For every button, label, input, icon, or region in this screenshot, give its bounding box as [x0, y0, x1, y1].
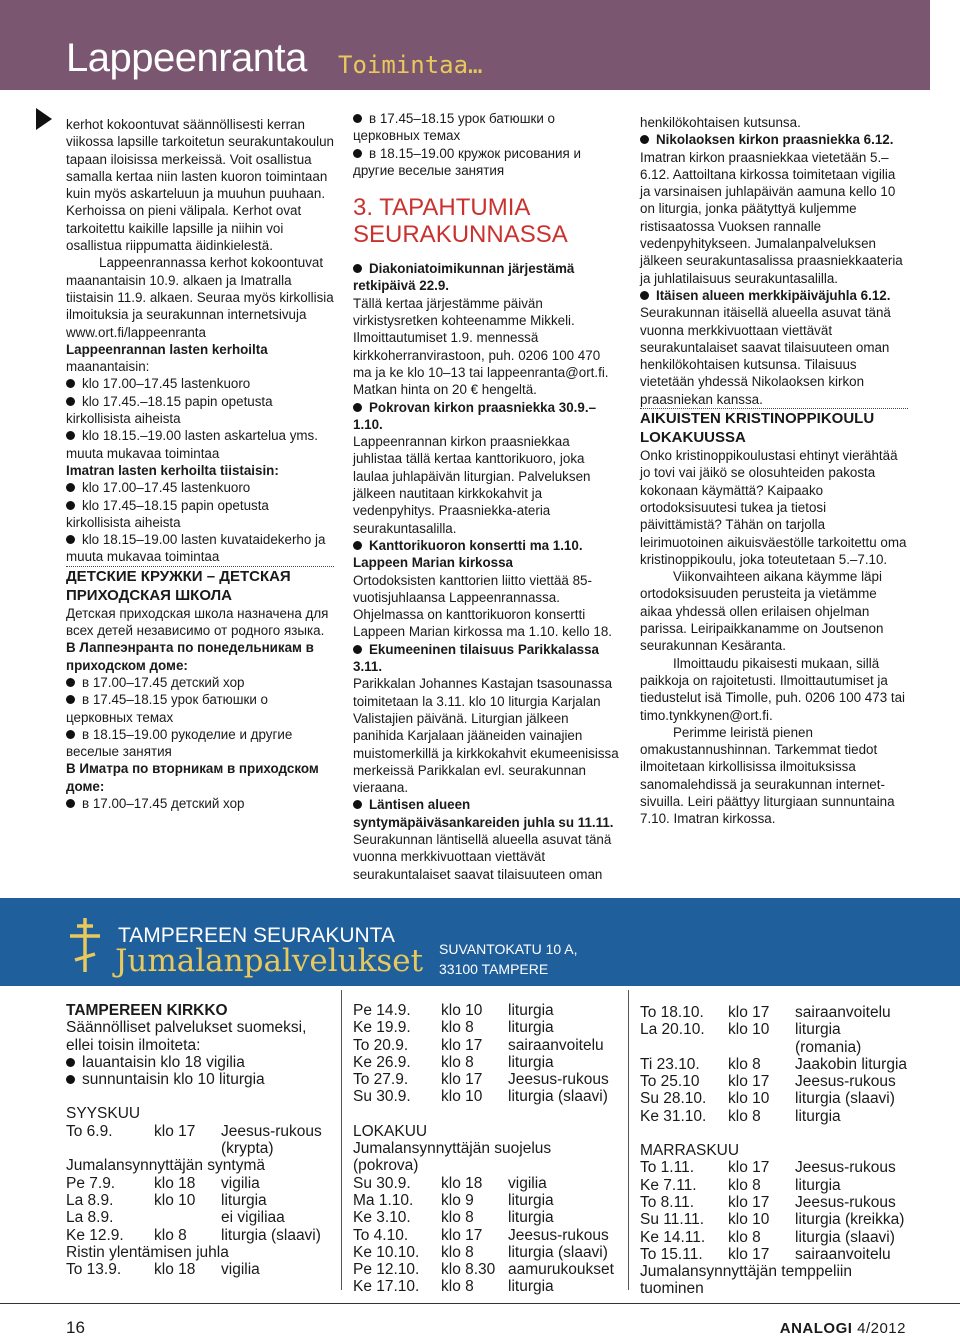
column-2	[353, 110, 621, 883]
schedule-col-2	[353, 1002, 615, 1296]
schedule-date: Pe 12.10.	[353, 1261, 420, 1279]
schedule-date: Pe 7.9.	[66, 1174, 116, 1192]
schedule-date: Ke 12.9.	[66, 1226, 124, 1244]
schedule-date: Su 30.9.	[353, 1088, 411, 1106]
schedule-time: klo 8	[441, 1278, 474, 1296]
schedule-date: Su 28.10.	[640, 1090, 707, 1108]
schedule-row	[353, 1244, 615, 1261]
schedule-row	[353, 1088, 615, 1105]
schedule-service: liturgia	[508, 1053, 554, 1071]
paragraph: Säännölliset palvelukset suomeksi, ellei toisin ilmoiteta:	[66, 1019, 307, 1054]
schedule-date: Pe 14.9.	[353, 1002, 411, 1019]
schedule-time: klo 8	[154, 1226, 187, 1244]
schedule-date: Su 30.9.	[353, 1174, 411, 1192]
schedule-date: Ke 14.11.	[640, 1228, 706, 1246]
schedule-row	[353, 1175, 615, 1192]
schedule-row	[66, 1209, 328, 1226]
arrow-icon	[36, 108, 52, 130]
schedule-service: liturgia (slaavi)	[795, 1090, 895, 1108]
paragraph: Lappeenrannan lasten kerhoilta	[66, 341, 268, 357]
section-heading: AIKUISTEN KRISTINOPPIKOULU LOKAKUUSSA	[640, 410, 875, 447]
schedule-service: Jeesus-rukous	[795, 1073, 896, 1091]
schedule-date: Ke 26.9.	[353, 1053, 411, 1071]
schedule-time: klo 8	[728, 1228, 761, 1246]
schedule-date: Ke 10.10.	[353, 1243, 420, 1261]
schedule-service: Jeesus-rukous (krypta)	[221, 1122, 322, 1158]
schedule-row	[353, 1261, 615, 1278]
paragraph: В Иматра по вторникам в приходском доме:	[66, 761, 319, 794]
bullet-item: Läntisen alueen syntymäpäiväsankareiden juhla su 11.11.	[353, 796, 621, 831]
bullet-item: klo 17.00–17.45 lastenkuoro	[66, 479, 334, 496]
schedule-time: klo 10	[441, 1088, 483, 1106]
schedule-time: klo 8	[728, 1176, 761, 1194]
schedule-date: Ke 17.10.	[353, 1278, 420, 1296]
schedule-time: klo 18	[154, 1174, 196, 1192]
section-heading: 3. TAPAHTUMIA SEURAKUNNASSA	[353, 194, 568, 249]
schedule-service: Jeesus-rukous	[508, 1071, 609, 1089]
schedule-date: Ma 1.10.	[353, 1191, 414, 1209]
bullet-item: klo 17.45.–18.15 papin opetusta kirkollisista aiheista	[66, 393, 334, 428]
paragraph: Parikkalan Johannes Kastajan tsasounassa toimitetaan la 3.11. klo 10 liturgia Karjalan Valistajien päivänä. Liturgian jälkeen panihida Karjalaan jääneiden vainajien muistomerkillä ja kirkkokahvit ekumeenisissa merkeissä Parikkalan evl. seurakunnan vieraana.	[353, 676, 619, 796]
schedule-row	[353, 1192, 615, 1209]
schedule-date: To 25.10	[640, 1073, 700, 1091]
bullet-item: в 17.00–17.45 детский хор	[66, 674, 334, 691]
schedule-service: liturgia	[795, 1176, 841, 1194]
schedule-time: klo 10	[154, 1191, 196, 1209]
paragraph: Lappeenrannan kirkon praasniekkaa juhlistaa tällä kertaa kanttorikuoro, joka laulaa juhlapäivän liturgian. Palveluksen jälkeen nautitaan kirkkokahvit ja vedenpyhitys. Praasniekka-ateria seurakuntasalilla.	[353, 434, 591, 536]
paragraph: Imatran kirkon praasniekkaa vietetään 5.–6.12. Aattoiltana kirkossa toimitetaan vigilia ja varsinaisen juhlapäivän aamuna kello 10 on liturgia, jonka päätyttyä kuljemme ristisaatossa Vuoksen rannalle vedenpyhitykseen. Jumalanpalveluksen jälkeen seurakuntasalissa praasniekkaateria ja juhlatilaisuus seurakuntasalilla.	[640, 149, 903, 286]
schedule-service: Jeesus-rukous	[795, 1193, 896, 1211]
schedule-row	[640, 1194, 910, 1211]
banner-parish: TAMPEREEN SEURAKUNTA	[118, 924, 395, 947]
schedule-time: klo 9	[441, 1191, 474, 1209]
schedule-time: klo 17	[441, 1226, 483, 1244]
spacer	[66, 1088, 328, 1105]
schedule-row	[640, 1004, 910, 1021]
schedule-time: klo 8	[441, 1209, 474, 1227]
paragraph: maanantaisin:	[66, 359, 150, 375]
schedule-time: klo 17	[728, 1193, 770, 1211]
bullet-item: в 17.45–18.15 урок батюшки о церковных темах	[66, 691, 334, 726]
column-1	[66, 116, 334, 812]
schedule-row	[353, 1278, 615, 1295]
schedule-service: liturgia (slaavi)	[795, 1228, 895, 1246]
schedule-date: Su 11.11.	[640, 1211, 705, 1229]
paragraph: Jumalansynnyttäjän syntymä	[66, 1157, 266, 1175]
schedule-time: klo 17	[728, 1073, 770, 1091]
bullet-item: в 17.00–17.45 детский хор	[66, 795, 334, 812]
paragraph: Imatran lasten kerhoilta tiistaisin:	[66, 462, 279, 478]
magazine-brand: ANALOGI 4/2012	[779, 1320, 906, 1337]
section-heading: TAMPEREEN KIRKKO	[66, 1002, 228, 1019]
paragraph: MARRASKUU	[640, 1142, 740, 1160]
schedule-time: klo 8	[728, 1107, 761, 1125]
bullet-item: Nikolaoksen kirkon praasniekka 6.12.	[640, 131, 908, 148]
schedule-row	[66, 1192, 328, 1209]
paragraph: Детская приходская школа назначена для всех детей независимо от родного языка.	[66, 605, 329, 639]
schedule-time: klo 8	[441, 1019, 474, 1037]
schedule-col-3	[640, 1004, 910, 1298]
schedule-time: klo 18	[441, 1174, 483, 1192]
paragraph: Seurakunnan läntisellä alueella asuvat tänä vuonna merkkivuottaan viettävät seurakuntalaiset saavat tilaisuuteen oman	[353, 831, 612, 882]
schedule-row	[640, 1159, 910, 1176]
paragraph: Onko kristinoppikoulustasi ehtinyt vierähtää jo tovi vai jäikö se olosuhteiden pakosta kokonaan käymättä? Kaipaako ortodoksisuutesi tukea ja tietosi päivittämistä? Tähän on tarjolla leirimuotoinen aikuisväestölle tarkoitettu oma kristinoppikoulu, joka toteutetaan 5.–7.10.	[640, 448, 907, 567]
schedule-row	[353, 1227, 615, 1244]
schedule-row	[353, 1037, 615, 1054]
schedule-date: To 18.10.	[640, 1004, 704, 1021]
bullet-item: sunnuntaisin klo 10 liturgia	[66, 1071, 328, 1088]
schedule-row	[66, 1261, 328, 1278]
schedule-date: La 20.10.	[640, 1021, 705, 1039]
schedule-time: klo 17	[728, 1004, 770, 1021]
footer-rule	[0, 1303, 960, 1304]
schedule-service: liturgia (slaavi)	[508, 1243, 608, 1261]
schedule-time	[154, 1209, 221, 1226]
schedule-time: klo 17	[441, 1036, 483, 1054]
schedule-row	[66, 1227, 328, 1244]
bullet-item: klo 18.15.–19.00 lasten askartelua yms. muuta mukavaa toimintaa	[66, 427, 334, 462]
schedule-row	[640, 1021, 910, 1056]
section-heading: ДЕТСКИЕ КРУЖКИ – ДЕТСКАЯ ПРИХОДСКАЯ ШКОЛА	[66, 567, 291, 604]
schedule-service: liturgia	[508, 1209, 554, 1227]
bullet-item: Itäisen alueen merkkipäiväjuhla 6.12.	[640, 287, 908, 304]
schedule-date: Ke 19.9.	[353, 1019, 411, 1037]
bullet-item: Kanttorikuoron konsertti ma 1.10. Lappeen Marian kirkossa	[353, 537, 621, 572]
schedule-service: liturgia	[508, 1002, 554, 1019]
paragraph: Ilmoittaudu pikaisesti mukaan, sillä paikkoja on rajoitetusti. Ilmoittautumiset ja tiedustelut isä Timolle, puh. 0206 100 473 tai timo.tynkkynen@ort.fi.	[640, 655, 906, 723]
schedule-time: klo 18	[154, 1261, 196, 1279]
schedule-service: liturgia (slaavi)	[221, 1226, 321, 1244]
schedule-time: klo 10	[728, 1090, 770, 1108]
schedule-date: Ke 7.11.	[640, 1176, 697, 1194]
schedule-row	[640, 1056, 910, 1073]
schedule-date: Ke 31.10.	[640, 1107, 707, 1125]
schedule-time: klo 17	[728, 1245, 770, 1263]
spacer	[640, 1125, 910, 1142]
schedule-time: klo 8.30	[441, 1261, 496, 1279]
schedule-date: To 1.11.	[640, 1159, 695, 1177]
schedule-date: Ke 3.10.	[353, 1209, 411, 1227]
paragraph: Perimme leiristä pienen omakustannushinnan. Tarkemmat tiedot ilmoitetaan kirkollisissa ilmoituksissa sanomalehdissä ja seurakunnan internet-sivuilla. Leiri päättyy liturgiaan sunnuntaina 7.10. Imatran kirkossa.	[640, 724, 895, 827]
bullet-item: lauantaisin klo 18 vigilia	[66, 1054, 328, 1071]
schedule-row	[640, 1073, 910, 1090]
schedule-time: klo 17	[728, 1159, 770, 1177]
paragraph: Jumalansynnyttäjän suojelus (pokrova)	[353, 1140, 552, 1175]
schedule-service: aamurukoukset	[508, 1261, 614, 1279]
schedule-col-1	[66, 1002, 328, 1278]
paragraph: SYYSKUU	[66, 1105, 141, 1123]
divider	[341, 990, 342, 1290]
schedule-row	[640, 1246, 910, 1263]
paragraph: henkilökohtaisen kutsunsa.	[640, 115, 801, 130]
schedule-date: To 20.9.	[353, 1036, 409, 1054]
schedule-service: vigilia	[508, 1174, 547, 1192]
paragraph: Jumalansynnyttäjän temppeliin tuominen	[640, 1263, 852, 1298]
bullet-item: klo 17.45–18.15 papin opetusta kirkollisista aiheista	[66, 497, 334, 532]
bullet-item: Ekumeeninen tilaisuus Parikkalassa 3.11.	[353, 641, 621, 676]
schedule-date: La 8.9.	[66, 1191, 114, 1209]
schedule-service: Jeesus-rukous	[795, 1159, 896, 1177]
schedule-service: sairaanvoitelu	[795, 1245, 891, 1263]
schedule-date: La 8.9.	[66, 1209, 114, 1227]
schedule-time: klo 10	[728, 1211, 770, 1229]
bullet-item: Diakoniatoimikunnan järjestämä retkipäivä 22.9.	[353, 260, 621, 295]
schedule-row	[640, 1229, 910, 1246]
schedule-service: vigilia	[221, 1261, 260, 1279]
paragraph: Ristin ylentämisen juhla	[66, 1243, 229, 1261]
schedule-service: liturgia (slaavi)	[508, 1088, 608, 1106]
divider	[628, 990, 629, 1290]
schedule-row	[353, 1209, 615, 1226]
schedule-time: klo 8	[728, 1055, 761, 1073]
schedule-row	[640, 1211, 910, 1228]
paragraph: Tällä kertaa järjestämme päivän virkistysretken kohteenamme Mikkeli. Ilmoittautumiset 1.9. mennessä kirkkoherranvirastoon, puh. 0206 100 470 ma ja ke klo 10–13 tai lappeenranta@ort.fi. Matkan hinta on 20 € hengeltä.	[353, 295, 609, 398]
schedule-row	[640, 1108, 910, 1125]
schedule-row	[66, 1123, 328, 1158]
schedule-time: klo 10	[441, 1002, 483, 1019]
paragraph: В Лаппеэнранта по понедельникам в приходском доме:	[66, 640, 314, 673]
schedule-date: To 15.11.	[640, 1245, 703, 1263]
schedule-row	[353, 1002, 615, 1019]
schedule-time: klo 17	[154, 1122, 196, 1140]
schedule-row	[66, 1175, 328, 1192]
schedule-date: To 13.9.	[66, 1261, 122, 1279]
paragraph: LOKAKUU	[353, 1122, 428, 1140]
schedule-service: liturgia	[795, 1107, 841, 1125]
schedule-time: klo 10	[728, 1021, 770, 1039]
schedule-date: To 8.11.	[640, 1193, 695, 1211]
paragraph: Viikonvaihteen aikana käymme läpi ortodoksisuuden perusteita ja vietämme aikaa yhdessä ollen erilaisen ohjelman parissa. Leiripaikkanamme on Joutsenon seurakunnan Kesäranta.	[640, 569, 884, 654]
schedule-date: To 6.9.	[66, 1122, 113, 1140]
bullet-item: klo 18.15–19.00 lasten kuvataidekerho ja muuta mukavaa toimintaa	[66, 531, 334, 566]
schedule-service: Jaakobin liturgia	[795, 1055, 908, 1073]
bullet-item: в 17.45–18.15 урок батюшки о церковных темах	[353, 110, 621, 145]
schedule-service: liturgia	[508, 1278, 554, 1296]
column-3	[640, 114, 908, 828]
schedule-time: klo 8	[441, 1053, 474, 1071]
page-number: 16	[66, 1318, 85, 1337]
schedule-service: liturgia	[508, 1191, 554, 1209]
schedule-service: liturgia	[221, 1191, 267, 1209]
schedule-row	[640, 1177, 910, 1194]
schedule-time: klo 8	[441, 1243, 474, 1261]
schedule-row	[353, 1054, 615, 1071]
schedule-service: sairaanvoitelu	[508, 1036, 604, 1054]
spacer	[353, 1106, 615, 1123]
schedule-date: Ti 23.10.	[640, 1055, 700, 1073]
bullet-item: в 18.15–19.00 рукоделие и другие веселые занятия	[66, 726, 334, 761]
schedule-service: Jeesus-rukous	[508, 1226, 609, 1244]
schedule-service: vigilia	[221, 1174, 260, 1192]
paragraph: kerhot kokoontuvat säännöllisesti kerran viikossa lapsille tarkoitetun seurakuntakoulun tapaan iloisissa merkeissä. Voit osallistua samalla kertaa niin lasten kuoron toimintaan kuin myös askarteluun ja muuhun puuhaan. Kerhoissa on pieni välipala. Kerhot ovat tarkoitettu kaikille lapsille ja niihin voi osallistua riippumatta äidinkielestä.	[66, 117, 334, 254]
bullet-item: Pokrovan kirkon praasniekka 30.9.–1.10.	[353, 399, 621, 434]
schedule-date: To 27.9.	[353, 1071, 409, 1089]
bullet-item: в 18.15–19.00 кружок рисования и другие веселые занятия	[353, 145, 621, 180]
page-title: Lappeenranta	[66, 36, 307, 80]
paragraph: Ortodoksisten kanttorien liitto viettää 85-vuotisjuhlaansa Lappeenrannassa. Ohjelmassa on kanttorikuoron konsertti Lappeen Marian kirkossa ma 1.10. kello 18.	[353, 572, 613, 640]
schedule-row	[640, 1090, 910, 1107]
schedule-time: klo 17	[441, 1071, 483, 1089]
orthodox-cross-icon	[62, 914, 108, 976]
schedule-service: ei vigiliaa	[221, 1209, 285, 1227]
schedule-row	[353, 1019, 615, 1036]
page-header	[0, 0, 930, 90]
banner-title: Jumalanpalvelukset	[115, 943, 424, 979]
schedule-service: liturgia (kreikka)	[795, 1211, 905, 1229]
banner-address: SUVANTOKATU 10 A, 33100 TAMPERE	[439, 941, 578, 977]
schedule-row	[353, 1071, 615, 1088]
schedule-service: liturgia	[508, 1019, 554, 1037]
schedule-date: To 4.10.	[353, 1226, 409, 1244]
paragraph: Seurakunnan itäisellä alueella asuvat tänä vuonna merkkivuottaan viettävät seurakuntalaiset saavat tilaisuuteen oman henkilökohtaisen kutsunsa. Tilaisuus vietetään yhdessä Nikolaoksen kirkon praasniekan kanssa.	[640, 305, 891, 407]
bullet-item: klo 17.00–17.45 lastenkuoro	[66, 375, 334, 392]
paragraph: Lappeenrannassa kerhot kokoontuvat maanantaisin 10.9. alkaen ja Imatralla tiistaisin 11.9. alkaen. Seuraa myös kirkollisia ilmoituksia ja seurakunnan internetsivuja www.ort.fi/lappeenranta	[66, 255, 334, 340]
schedule-service: sairaanvoitelu	[795, 1004, 891, 1021]
schedule-service: liturgia (romania)	[795, 1021, 862, 1056]
page-subtitle: Toimintaa…	[338, 51, 483, 79]
